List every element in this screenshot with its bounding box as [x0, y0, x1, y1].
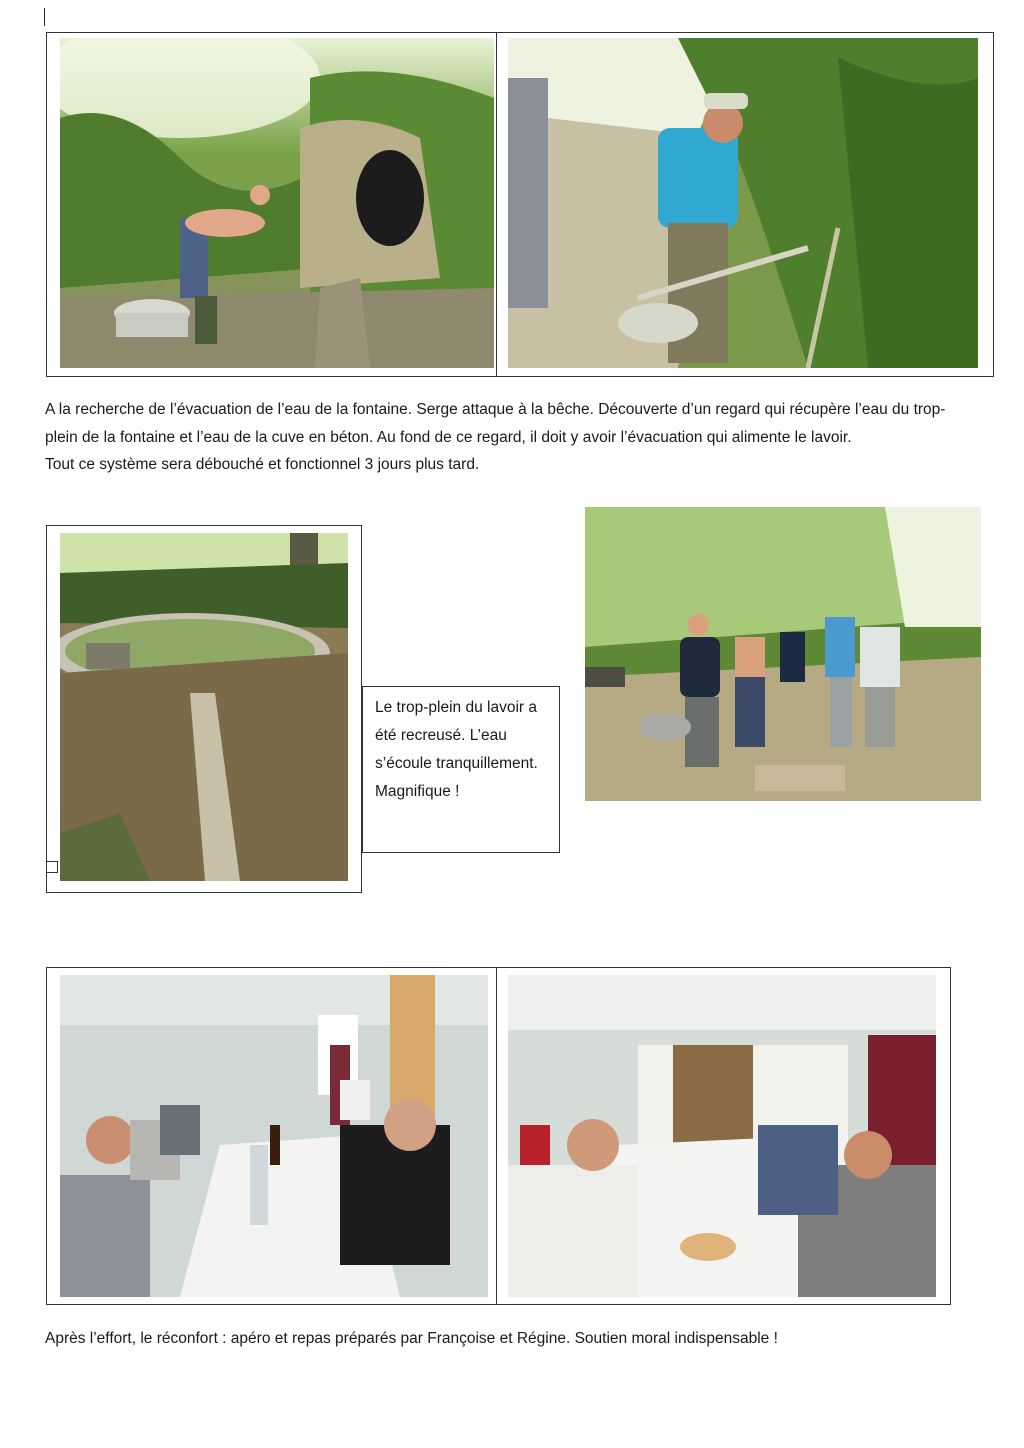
closing-text: [45, 1325, 975, 1353]
meal-right-photo: [508, 975, 936, 1297]
lavoir-caption-box: [362, 686, 560, 853]
fountain-digging-photo: [60, 38, 494, 368]
text-cursor: [44, 8, 45, 26]
object-anchor-handle[interactable]: [46, 861, 58, 873]
fountain-description-paragraph: A la recherche de l’évacuation de l’eau de la fontaine. Serge attaque à la bêche. Découverte d’un regard qui récupère l’eau du trop-plein de la fontaine et l’eau de la cuve en béton. Au fond de ce regard, il doit y avoir l’évacuation qui alimente le lavoir.: [45, 401, 946, 446]
closing-paragraph: Après l’effort, le réconfort : apéro et repas préparés par Françoise et Régine. Soutien moral indispensable !: [45, 1330, 778, 1347]
system-fixed-paragraph: Tout ce système sera débouché et fonctionnel 3 jours plus tard.: [45, 456, 480, 473]
man-with-spade-photo: [508, 38, 978, 368]
group-outdoors-photo: [585, 507, 981, 801]
meal-left-photo: [60, 975, 488, 1297]
lavoir-caption-text: Le trop-plein du lavoir a été recreusé. L’eau s’écoule tranquillement. Magnifique !: [375, 699, 538, 800]
fountain-description-text: [45, 396, 975, 479]
lavoir-pond-photo: [60, 533, 348, 881]
